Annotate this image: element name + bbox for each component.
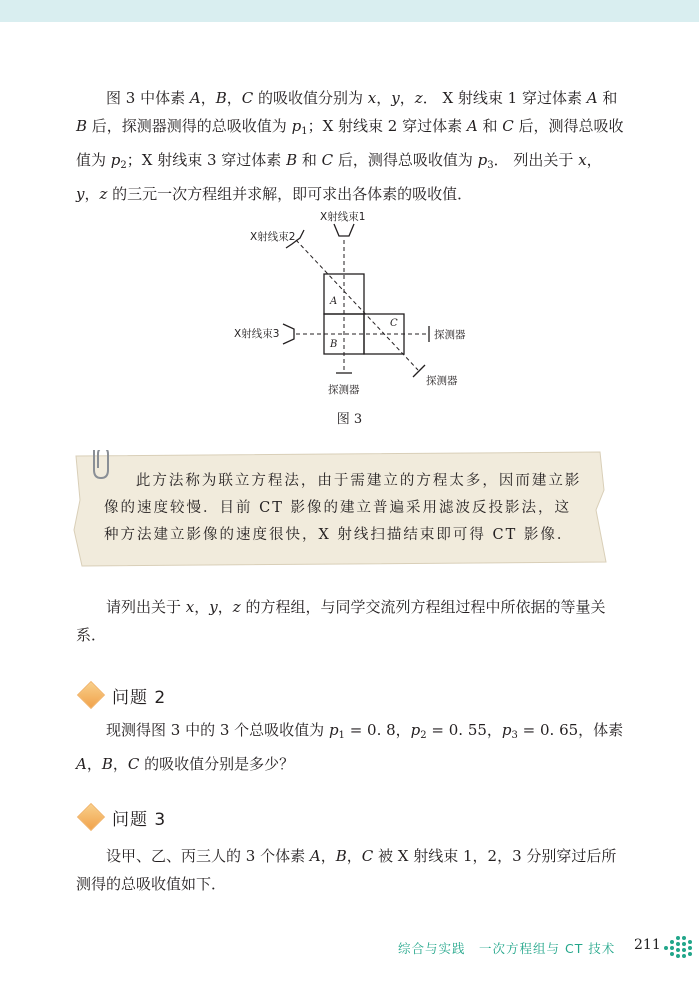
voxel-b-label: B	[330, 339, 338, 350]
top-color-band	[0, 0, 699, 22]
diamond-icon	[78, 804, 103, 829]
voxel-a-box	[324, 274, 364, 314]
question2-title: 问题 2	[112, 687, 167, 708]
beam1-label: X射线束1	[320, 211, 366, 223]
detector-diag-icon	[413, 365, 425, 377]
beam1-source-icon	[334, 224, 354, 236]
note-text: 此方法称为联立方程法，由于需建立的方程太多，因而建立影像的速度较慢．目前 CT 影像的建立普遍采用滤波反投影法，这种方法建立影像的速度很快，X 射线扫描结束即可得 CT 影像．	[104, 473, 582, 543]
page-number: 211	[634, 937, 661, 953]
voxel-a-label: A	[330, 296, 338, 307]
detector-diag-label: 探测器	[426, 375, 458, 387]
beam2-path	[296, 240, 418, 370]
question3-paragraph: 设甲、乙、丙三人的 3 个体素 A，B，C 被 X 射线束 1，2，3 分别穿过后所测得的总吸收值如下．	[76, 847, 617, 893]
voxel-c-label: C	[390, 318, 398, 329]
beam3-label: X射线束3	[234, 328, 280, 340]
intro-paragraph: 图 3 中体素 A，B，C 的吸收值分别为 x，y，z． X 射线束 1 穿过体素 A 和 B 后，探测器测得的总吸收值为 $p_1$；X 射线束 2 穿过体素 A 和 C 后，测得总吸收值为 $p_2$；X 射线束 3 穿过体素 B 和 C 后，测得总吸收值为 $p_3$． 列出关于 x，y，z 的三元一次方程组并求解，即可求出各体素的吸收值．	[76, 89, 624, 203]
beam3-source-icon	[283, 324, 294, 344]
beam2-label: X射线束2	[250, 231, 296, 243]
question2-heading	[74, 680, 166, 710]
discussion-paragraph: 请列出关于 x，y，z 的方程组，与同学交流列方程组过程中所依据的等量关系．	[76, 598, 606, 644]
question2-paragraph: 现测得图 3 中的 3 个总吸收值为 $p_1 = 0$. 8，$p_2 = 0$. 55，$p_3 = 0$. 65，体素 A，B，C 的吸收值分别是多少？	[76, 721, 624, 773]
detector-right-label: 探测器	[434, 329, 466, 341]
diamond-icon	[78, 682, 103, 707]
ct-diagram	[220, 200, 500, 430]
question3-heading	[74, 802, 166, 832]
detector-bottom-label: 探测器	[328, 384, 360, 396]
dot-grid-icon	[662, 935, 696, 961]
figure-caption: 图 3	[336, 412, 363, 427]
question3-title: 问题 3	[112, 809, 167, 830]
page-footer	[0, 935, 699, 959]
footer-section-title: 综合与实践 一次方程组与 CT 技术	[398, 941, 616, 956]
